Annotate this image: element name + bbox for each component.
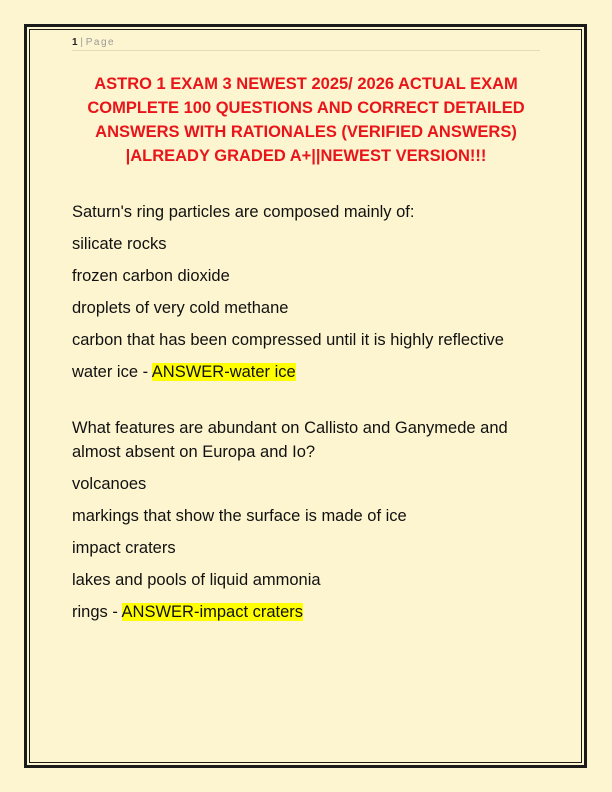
highlighted-answer: ANSWER-water ice — [151, 363, 296, 381]
answer-option: frozen carbon dioxide — [72, 267, 230, 285]
answer-option: water ice - — [72, 363, 152, 381]
answer-option: rings - — [72, 603, 122, 621]
answer-option: volcanoes — [72, 475, 147, 493]
highlighted-answer: ANSWER-impact craters — [121, 603, 304, 621]
document-title: ASTRO 1 EXAM 3 NEWEST 2025/ 2026 ACTUAL EXAM COMPLETE 100 QUESTIONS AND CORRECT DETAILED ANSWERS WITH RATIONALES (VERIFIED ANSWERS) |ALREADY GRADED A+||NEWEST VERSION!!! — [87, 75, 525, 165]
answer-option-with-answer — [72, 360, 542, 384]
answer-option: lakes and pools of liquid ammonia — [72, 571, 321, 589]
page-label: Page — [85, 37, 116, 48]
page-number: 1 — [72, 37, 78, 48]
answer-option: droplets of very cold methane — [72, 299, 289, 317]
answer-option: markings that show the surface is made of ice — [72, 507, 407, 525]
answer-option-with-answer — [72, 600, 542, 624]
question-spacer — [72, 392, 542, 416]
answer-option: carbon that has been compressed until it is highly reflective — [72, 331, 504, 349]
question-text: What features are abundant on Callisto and Ganymede and almost absent on Europa and Io? — [72, 419, 508, 461]
question-text: Saturn's ring particles are composed mainly of: — [72, 203, 415, 221]
header-separator: | — [80, 37, 83, 48]
document-body — [72, 200, 542, 632]
answer-option: silicate rocks — [72, 235, 167, 253]
answer-option: impact craters — [72, 539, 176, 557]
page-header — [72, 36, 540, 51]
